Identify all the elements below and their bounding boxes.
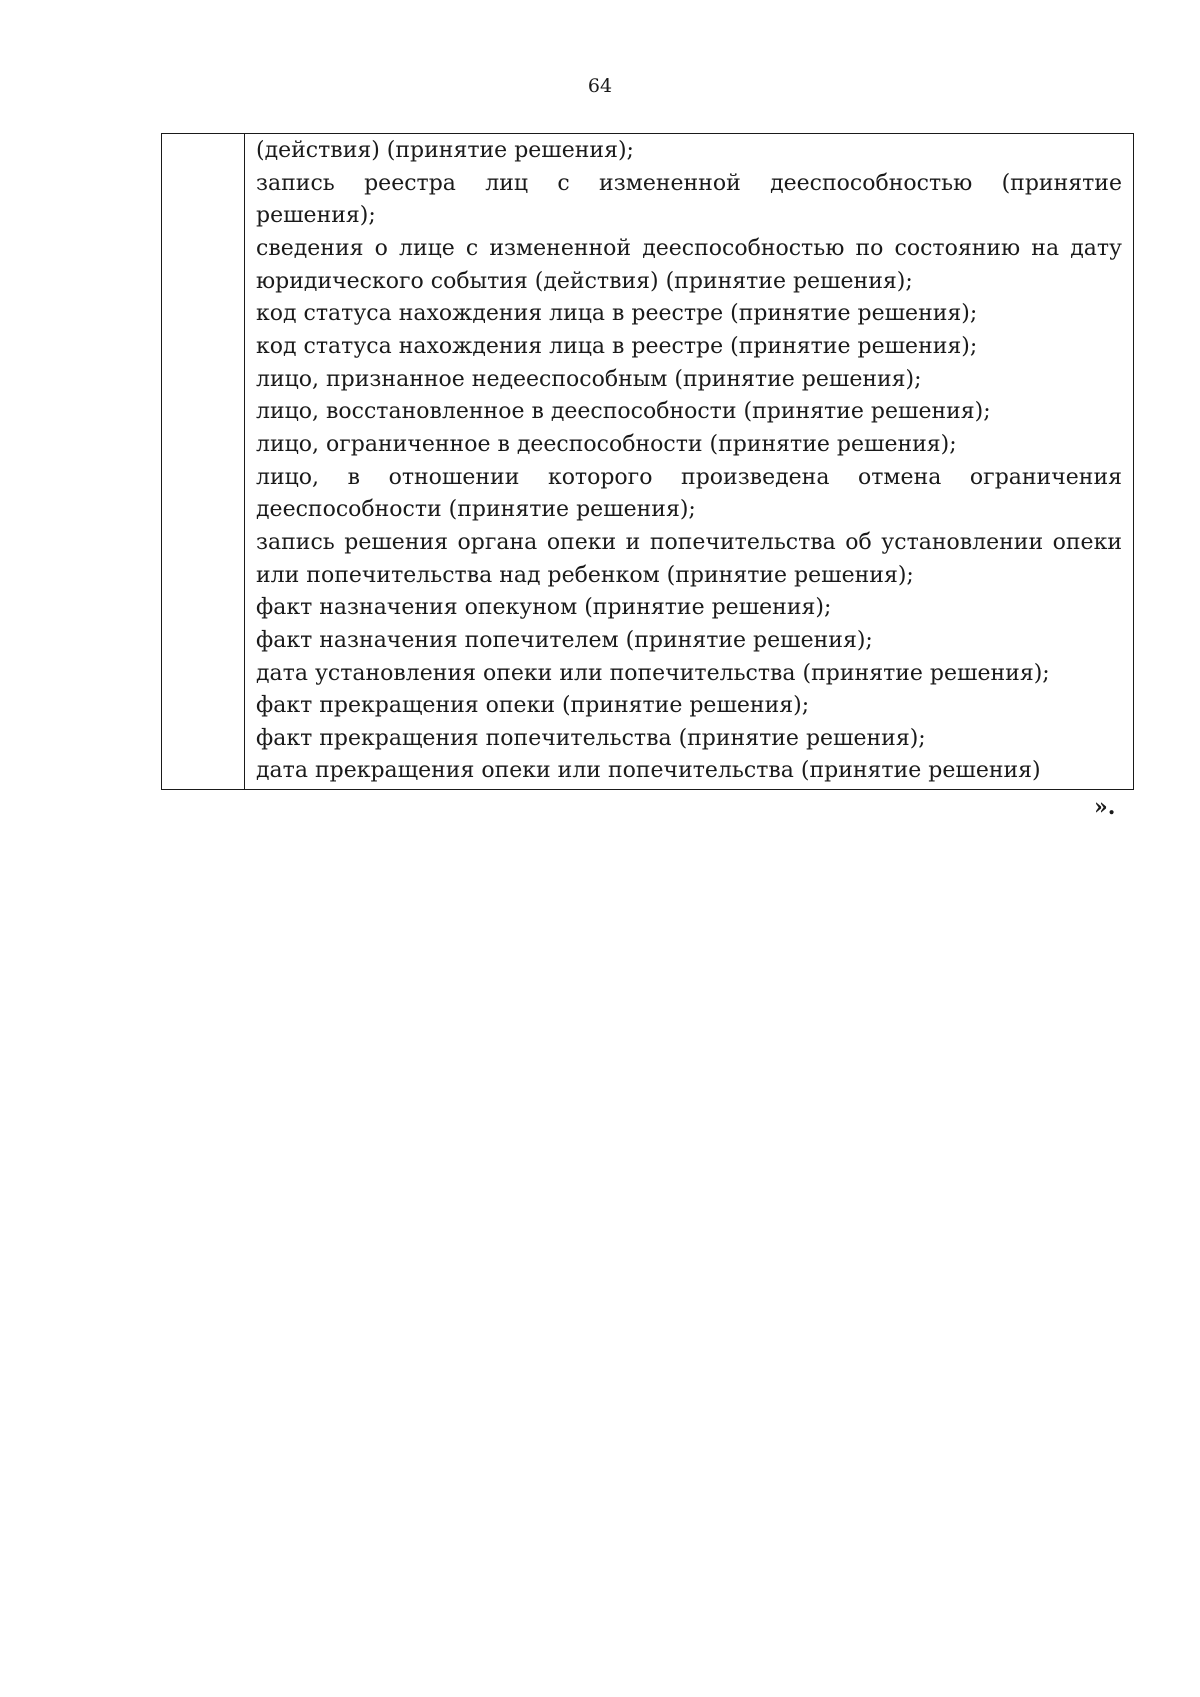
text-line: лицо, восстановленное в дееспособности (принятие решения); bbox=[256, 399, 991, 425]
text-line: запись решения органа опеки и попечительства об установлении опеки bbox=[256, 529, 1122, 555]
text-line: лицо, в отношении которого произведена отмена ограничения bbox=[256, 464, 1122, 490]
text-line: лицо, признанное недееспособным (принятие решения); bbox=[256, 366, 922, 392]
closing-quote: ». bbox=[1094, 794, 1116, 820]
text-line: факт назначения попечителем (принятие решения); bbox=[256, 627, 873, 653]
text-line: юридического события (действия) (принятие решения); bbox=[256, 268, 913, 294]
text-line: дата прекращения опеки или попечительства (принятие решения) bbox=[256, 758, 1041, 784]
page-number: 64 bbox=[587, 75, 613, 97]
text-line: запись реестра лиц с измененной дееспособностью (принятие bbox=[256, 170, 1122, 196]
text-line: дееспособности (принятие решения); bbox=[256, 497, 696, 523]
document-table bbox=[161, 133, 1134, 790]
text-line: лицо, ограниченное в дееспособности (принятие решения); bbox=[256, 431, 957, 457]
table-cell-content bbox=[245, 134, 1133, 789]
text-line: факт прекращения опеки (принятие решения); bbox=[256, 693, 810, 719]
text-line: сведения о лице с измененной дееспособностью по состоянию на дату bbox=[256, 235, 1122, 261]
text-line: или попечительства над ребенком (принятие решения); bbox=[256, 562, 914, 588]
text-line: факт назначения опекуном (принятие решения); bbox=[256, 595, 832, 621]
text-line: код статуса нахождения лица в реестре (принятие решения); bbox=[256, 333, 978, 359]
text-line: решения); bbox=[256, 203, 376, 229]
text-line: дата установления опеки или попечительства (принятие решения); bbox=[256, 660, 1050, 686]
text-line: факт прекращения попечительства (принятие решения); bbox=[256, 725, 926, 751]
text-line: (действия) (принятие решения); bbox=[256, 138, 634, 163]
table-cell-number bbox=[162, 134, 245, 789]
text-line: код статуса нахождения лица в реестре (принятие решения); bbox=[256, 301, 978, 327]
